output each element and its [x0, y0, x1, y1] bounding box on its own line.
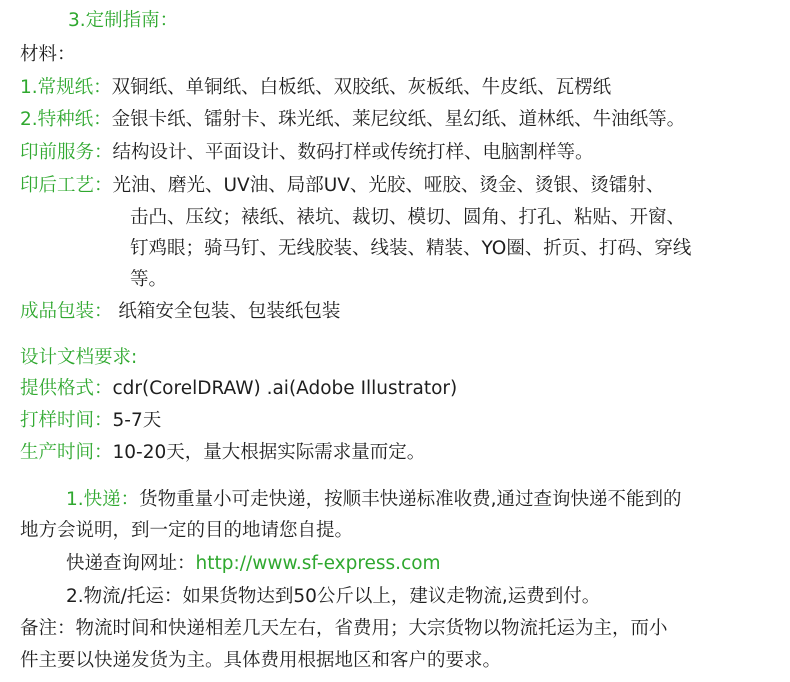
- proof-time-row: [20, 409, 161, 433]
- materials-label: 材料：: [20, 44, 76, 65]
- prepress-value: 结构设计、平面设计、数码打样或传统打样、电脑割样等。: [112, 142, 594, 163]
- format-value: cdr(CorelDRAW) .ai(Adobe Illustrator): [112, 378, 458, 399]
- postpress-line-3: 钉鸡眼；骑马钉、无线胶装、线装、精装、YO圈、折页、打码、穿线: [130, 238, 692, 259]
- production-time-value: 10-20天，量大根据实际需求量而定。: [112, 442, 426, 463]
- note-line-2: 件主要以快递发货为主。具体费用根据地区和客户的要求。: [20, 650, 502, 671]
- production-time-label: 生产时间：: [20, 442, 113, 463]
- proof-time-value: 5-7天: [112, 410, 162, 431]
- postpress-line-1: 光油、磨光、UV油、局部UV、光胶、哑胶、烫金、烫银、烫镭射、: [112, 175, 665, 196]
- express-label: 1.快递：: [66, 489, 140, 510]
- express-line-2: 地方会说明，到一定的目的地请您自提。: [20, 520, 354, 541]
- query-url-link[interactable]: http://www.sf-express.com: [195, 553, 441, 574]
- postpress-line-4: 等。: [130, 269, 168, 290]
- express-line-1: 货物重量小可走快递，按顺丰快递标准收费,通过查询快递不能到的: [139, 489, 682, 510]
- prepress-row: [20, 141, 594, 165]
- query-label: 快递查询网址：: [66, 553, 196, 574]
- prepress-label: 印前服务：: [20, 142, 113, 163]
- note-line-1: 备注：物流时间和快递相差几天左右，省费用；大宗货物以物流托运为主，而小: [20, 618, 668, 639]
- format-label: 提供格式：: [20, 378, 113, 399]
- special-paper-value: 金银卡纸、镭射卡、珠光纸、莱尼纹纸、星幻纸、道林纸、牛油纸等。: [111, 109, 686, 130]
- postpress-label: 印后工艺：: [20, 175, 113, 196]
- guide-heading: 3.定制指南：: [68, 10, 179, 31]
- special-paper-label: 2.特种纸：: [20, 109, 112, 130]
- format-row: [20, 377, 457, 401]
- design-heading: 设计文档要求:: [20, 347, 138, 368]
- special-paper-row: [20, 108, 685, 132]
- production-time-row: [20, 441, 425, 465]
- freight-line: 2.物流/托运：如果货物达到50公斤以上，建议走物流,运费到付。: [66, 586, 601, 607]
- packaging-row: [20, 300, 340, 324]
- regular-paper-row: [20, 76, 611, 100]
- postpress-row: [20, 174, 664, 198]
- packaging-value: 纸箱安全包装、包装纸包装: [118, 301, 341, 322]
- postpress-line-2: 击凸、压纹；裱纸、裱坑、裁切、模切、圆角、打孔、粘贴、开窗、: [130, 207, 686, 228]
- express-row: [66, 488, 682, 512]
- proof-time-label: 打样时间：: [20, 410, 113, 431]
- regular-paper-value: 双铜纸、单铜纸、白板纸、双胶纸、灰板纸、牛皮纸、瓦楞纸: [111, 77, 612, 98]
- packaging-label: 成品包装：: [20, 301, 113, 322]
- regular-paper-label: 1.常规纸：: [20, 77, 112, 98]
- query-row: [66, 552, 441, 576]
